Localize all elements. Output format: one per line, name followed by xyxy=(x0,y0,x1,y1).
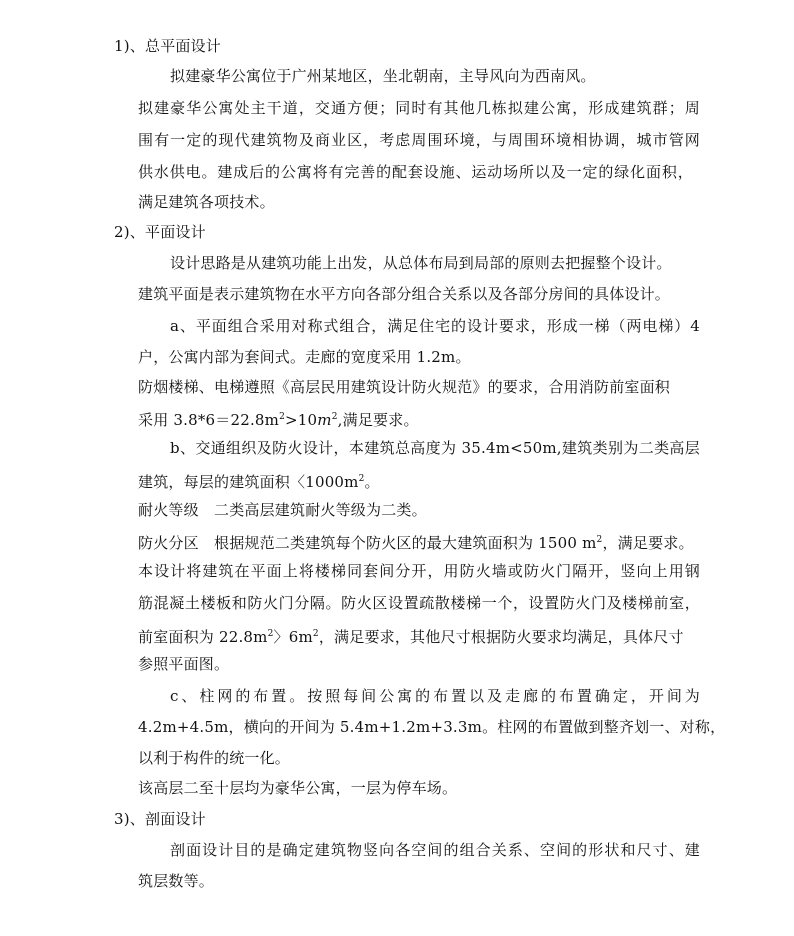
superscript: 2 xyxy=(596,535,603,545)
superscript: 2 xyxy=(331,412,338,422)
paragraph-line: 耐火等级 二类高层建筑耐火等级为二类。 xyxy=(138,501,427,519)
paragraph-line: 4.2m+4.5m，横向的开间为 5.4m+1.2m+3.3m。柱网的布置做到整齐划一、对称， xyxy=(138,718,726,736)
paragraph-line: 该高层二至十层均为豪华公寓，一层为停车场。 xyxy=(138,779,458,797)
paragraph-line: c、柱网的布置。按照每间公寓的布置以及走廊的布置确定，开间为 xyxy=(170,687,700,705)
paragraph-line: 以利于构件的统一化。 xyxy=(138,749,291,767)
paragraph-line: 前室面积为 $22.8m^2$〉$6m^2$，满足要求，其他尺寸根据防火要求均满足，具体尺寸 xyxy=(138,628,684,646)
paragraph-line: 参照平面图。 xyxy=(138,655,230,673)
paragraph-line: 拟建豪华公寓位于广州某地区，坐北朝南，主导风向为西南风。 xyxy=(170,67,596,85)
paragraph-line: 防火分区 根据规范二类建筑每个防火区的最大建筑面积为 1500 $m^2$，满足要求。 xyxy=(138,534,694,552)
paragraph-line: 满足建筑各项技术。 xyxy=(138,193,275,211)
heading-floor-plan: 2)、平面设计 xyxy=(114,223,206,241)
paragraph-line: 供水供电。建成后的公寓将有完善的配套设施、运动场所以及一定的绿化面积， xyxy=(138,163,693,181)
paragraph-line: 筑层数等。 xyxy=(138,872,215,890)
paragraph-line: 围有一定的现代建筑物及商业区，考虑周围环境，与周围环境相协调，城市管网 xyxy=(138,131,700,149)
heading-site-plan: 1)、总平面设计 xyxy=(114,37,221,55)
paragraph-line: 筋混凝土楼板和防火门分隔。防火区设置疏散楼梯一个，设置防火门及楼梯前室， xyxy=(138,594,700,612)
superscript: 2 xyxy=(267,629,274,639)
paragraph-line: 剖面设计目的是确定建筑物竖向各空间的组合关系、空间的形状和尺寸、建 xyxy=(170,841,700,859)
superscript: 2 xyxy=(312,629,319,639)
superscript: 2 xyxy=(279,412,286,422)
superscript: 2 xyxy=(358,474,365,484)
heading-section-design: 3)、剖面设计 xyxy=(114,810,206,828)
paragraph-line: b、交通组织及防火设计，本建筑总高度为 35.4m<50m,建筑类别为二类高层 xyxy=(170,439,700,457)
paragraph-line: 建筑，每层的建筑面积〈$1000m^2$。 xyxy=(138,473,380,491)
paragraph-line: 设计思路是从建筑功能上出发，从总体布局到局部的原则去把握整个设计。 xyxy=(170,254,672,272)
paragraph-line: 本设计将建筑在平面上将楼梯同套间分开，用防火墙或防火门隔开，竖向上用钢 xyxy=(138,562,700,580)
paragraph-line: 采用 $3.8*6=22.8m^2>10m^2$,满足要求。 xyxy=(138,411,419,429)
paragraph-line: 建筑平面是表示建筑物在水平方向各部分组合关系以及各部分房间的具体设计。 xyxy=(138,285,671,303)
paragraph-line: 户，公寓内部为套间式。走廊的宽度采用 1.2m。 xyxy=(138,348,471,366)
paragraph-line: 拟建豪华公寓处主干道，交通方便；同时有其他几栋拟建公寓，形成建筑群；周 xyxy=(138,99,700,117)
paragraph-line: a、平面组合采用对称式组合，满足住宅的设计要求，形成一梯（两电梯）4 xyxy=(170,317,700,335)
paragraph-line: 防烟楼梯、电梯遵照《高层民用建筑设计防火规范》的要求，合用消防前室面积 xyxy=(138,378,671,396)
